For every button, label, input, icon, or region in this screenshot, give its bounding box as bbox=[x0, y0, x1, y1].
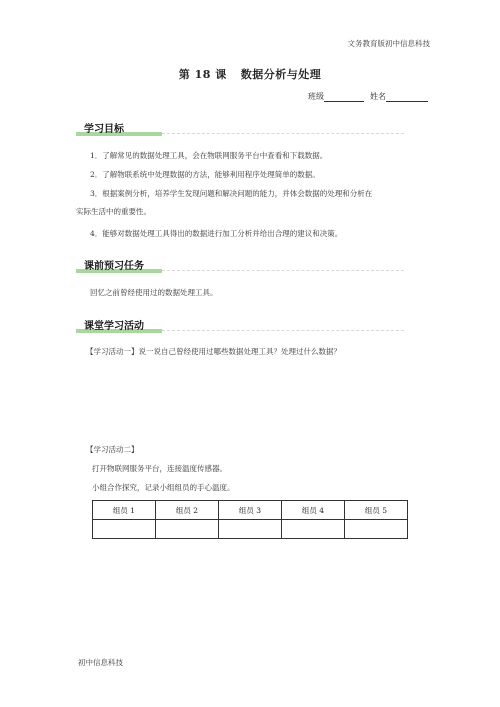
section-heading-activities bbox=[74, 319, 404, 333]
section-heading-goals bbox=[74, 122, 404, 136]
lesson-number: 第 18 课 bbox=[178, 68, 227, 81]
table-input-cell[interactable] bbox=[156, 520, 219, 539]
table-header-row bbox=[93, 501, 408, 520]
section-title: 课前预习任务 bbox=[84, 261, 144, 272]
goal-item-3: 3．根据案例分析，培养学生发现问题和解决问题的能力，并体会数据的处理和分析在 bbox=[90, 189, 373, 198]
activity-1-prompt: 【学习活动一】说一说自己曾经使用过哪些数据处理工具？处理过什么数据？ bbox=[86, 347, 341, 356]
section-divider bbox=[162, 330, 404, 331]
class-label: 班级 bbox=[308, 92, 324, 101]
table-input-cell[interactable] bbox=[219, 520, 282, 539]
table-header-cell: 组员 2 bbox=[156, 501, 219, 520]
activity-2-step-1: 打开物联网服务平台，连接温度传感器。 bbox=[92, 464, 227, 473]
student-info bbox=[308, 91, 428, 102]
name-field[interactable] bbox=[386, 92, 428, 102]
goal-item-1: 1．了解常见的数据处理工具，会在物联网服务平台中查看和下载数据。 bbox=[90, 151, 328, 160]
table-row bbox=[93, 520, 408, 539]
goal-item-2: 2．了解物联系统中处理数据的方法，能够利用程序处理简单的数据。 bbox=[90, 170, 320, 179]
table-header-cell: 组员 1 bbox=[93, 501, 156, 520]
table-input-cell[interactable] bbox=[282, 520, 345, 539]
activity-2-title: 【学习活动二】 bbox=[86, 445, 139, 454]
goal-item-4: 4．能够对数据处理工具得出的数据进行加工分析并给出合理的建议和决策。 bbox=[90, 229, 343, 238]
footer-text: 初中信息科技 bbox=[78, 658, 123, 667]
activity-2-step-2: 小组合作探究，记录小组组员的手心温度。 bbox=[92, 483, 235, 492]
goal-item-3-continued: 实际生活中的重要性。 bbox=[76, 207, 151, 216]
table-header-cell: 组员 4 bbox=[282, 501, 345, 520]
name-label: 姓名 bbox=[370, 92, 386, 101]
section-title: 学习目标 bbox=[84, 124, 124, 135]
section-divider bbox=[162, 133, 404, 134]
preview-text: 回忆之前曾经使用过的数据处理工具。 bbox=[90, 288, 218, 297]
table-input-cell[interactable] bbox=[93, 520, 156, 539]
publisher-header: 文务教育版初中信息科技 bbox=[347, 39, 430, 48]
class-field[interactable] bbox=[324, 92, 364, 102]
page-title bbox=[0, 66, 500, 82]
section-divider bbox=[162, 270, 404, 271]
table-header-cell: 组员 3 bbox=[219, 501, 282, 520]
section-title: 课堂学习活动 bbox=[84, 321, 144, 332]
lesson-topic: 数据分析与处理 bbox=[240, 68, 322, 81]
section-heading-preview bbox=[74, 259, 404, 273]
table-header-cell: 组员 5 bbox=[345, 501, 408, 520]
table-input-cell[interactable] bbox=[345, 520, 408, 539]
member-temperature-table bbox=[92, 500, 408, 539]
